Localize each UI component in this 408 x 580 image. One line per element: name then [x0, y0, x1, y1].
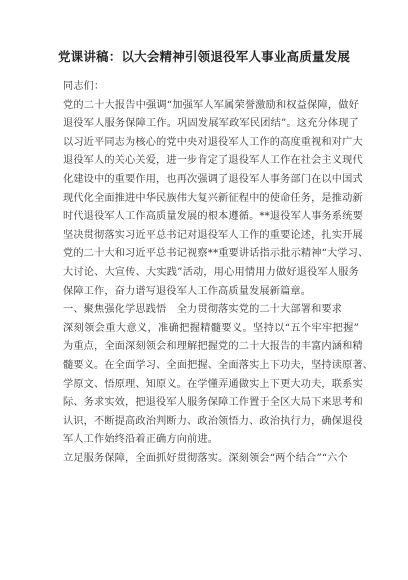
text-line: 党的二十大和习近平总书记视察**重要讲话指示批示精神“大学习、: [63, 248, 369, 260]
document-body: [63, 78, 374, 468]
text-line: 一、聚焦强化学思践悟 全力贯彻落实党的二十大部署和要求: [63, 304, 343, 316]
paragraph: [63, 320, 374, 450]
text-line: 退役军人服务保障工作。巩固发展军政军民团结”。这充分体现了: [63, 118, 359, 130]
text-line: 现代化全面推进中华民族伟大复兴新征程中的使命任务，是推动新: [63, 192, 363, 204]
paragraph: [63, 301, 359, 320]
salutation: 同志们：: [63, 81, 105, 92]
text-line: 学原文、悟原理、知原义。在学懂弄通做实上下更大功夫，联系实: [63, 378, 363, 390]
text-line: 化建设中的重要作用，也再次强调了退役军人事务部门在以中国式: [63, 173, 363, 185]
text-line: 坚决贯彻落实习近平总书记对退役军人工作的重要论述，扎实开展: [63, 229, 363, 241]
text-line: 军人工作始终沿着正确方向前进。: [63, 434, 219, 446]
text-line: 党的二十大报告中强调“加强军人军属荣誉激励和权益保障，做好: [63, 99, 359, 111]
text-line: 以习近平同志为核心的党中央对退役军人工作的高度重视和对广大: [63, 136, 363, 148]
paragraph: [63, 97, 369, 302]
text-line: 立足服务保障，全面抓好贯彻落实。深刻领会“两个结合”“六个: [63, 452, 348, 464]
document-title: 党课讲稿：以大会精神引领退役军人事业高质量发展: [57, 49, 351, 64]
text-line: 深刻领会重大意义，准确把握精髓要义。坚持以“五个牢牢把握”: [63, 322, 359, 334]
text-line: 际、务求实效，把退役军人服务保障工作置于全区大局下来思考和: [63, 397, 363, 409]
paragraph: [63, 450, 359, 469]
text-line: 保障工作，奋力谱写退役军人工作高质量发展新篇章。: [63, 285, 312, 297]
text-line: 大讨论、大宣传、大实践”活动，用心用情用力做好退役军人服务: [63, 266, 359, 278]
text-line: 认识，不断提高政治判断力、政治领悟力、政治执行力，确保退役: [63, 415, 363, 427]
text-line: 为重点，全面深刻领会和理解把握党的二十大报告的丰富内涵和精: [63, 341, 363, 353]
text-line: 时代退役军人工作高质量发展的根本遵循。**退役军人事务系统要: [63, 211, 363, 223]
text-line: 退役军人的关心关爱，进一步肯定了退役军人工作在社会主义现代: [63, 155, 363, 167]
text-line: 髓要义。在全面学习、全面把握、全面落实上下功夫，坚持读原著、: [63, 359, 374, 371]
